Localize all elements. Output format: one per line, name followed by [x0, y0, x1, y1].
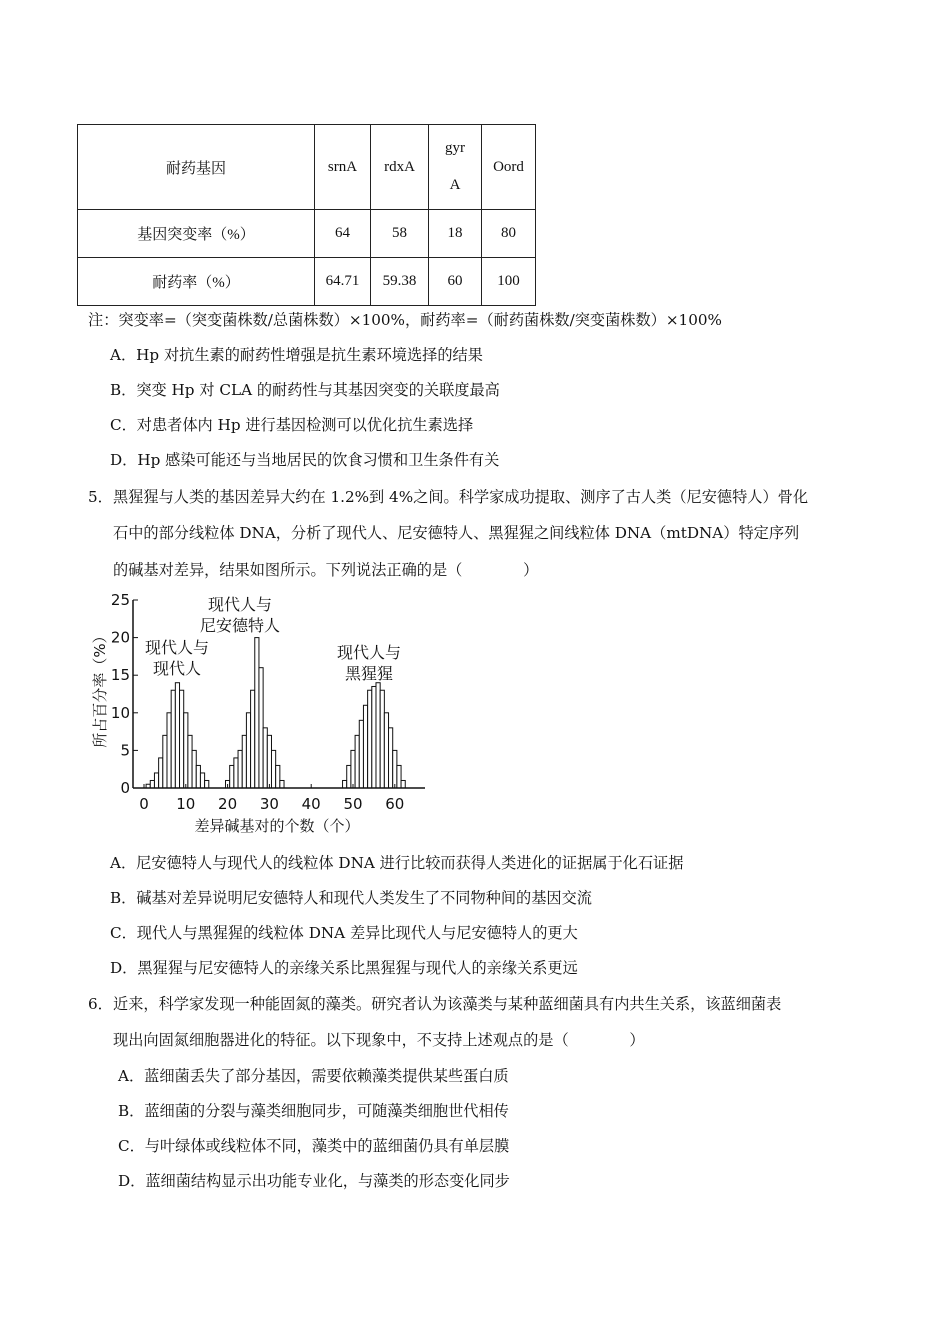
header-gene: 耐药基因: [78, 125, 315, 210]
table-note: 注：突变率=（突变菌株数/总菌株数）×100%，耐药率=（耐药菌株数/突变菌株数）×100%: [88, 311, 722, 329]
table-cell: 64.71: [315, 258, 371, 306]
row-label-resistance: 耐药率（%）: [78, 258, 315, 306]
q5-option-a: A．尼安德特人与现代人的线粒体 DNA 进行比较而获得人类进化的证据属于化石证据: [110, 854, 684, 872]
bar-series-2-x-56: [376, 683, 380, 788]
bar-series-2-x-50: [351, 750, 355, 788]
q5-stem-line-1: 黑猩猩与人类的基因差异大约在 1.2%到 4%之间。科学家成功提取、测序了古人类（尼安德特人）骨化: [113, 488, 809, 506]
q4-option-d: D．Hp 感染可能还与当地居民的饮食习惯和卫生条件有关: [110, 451, 500, 469]
bar-series-1-x-31: [271, 750, 275, 788]
header-gyra-part1: gyr: [445, 140, 465, 156]
q5-stem-line-3: 的碱基对差异，结果如图所示。下列说法正确的是（ ）: [113, 561, 539, 579]
header-rdxa: rdxA: [371, 125, 429, 210]
x-tick-label: 40: [301, 795, 321, 813]
q4-option-a: A．Hp 对抗生素的耐药性增强是抗生素环境选择的结果: [110, 346, 483, 364]
mtdna-difference-chart: [85, 588, 445, 838]
q6-option-c: C．与叶绿体或线粒体不同，藻类中的蓝细菌仍具有单层膜: [118, 1137, 510, 1155]
series-label-1: 现代人与尼安德特人: [199, 595, 281, 635]
header-gyra: [429, 125, 482, 210]
bar-series-1-x-26: [251, 690, 255, 788]
bar-series-0-x-14: [200, 773, 204, 788]
bar-series-2-x-54: [368, 690, 372, 788]
y-tick-label: 15: [110, 666, 130, 685]
bar-series-1-x-22: [234, 758, 238, 788]
q6-option-b: B．蓝细菌的分裂与藻类细胞同步，可随藻类细胞世代相传: [118, 1102, 509, 1120]
bar-series-2-x-49: [347, 765, 351, 788]
x-tick-label: 50: [343, 795, 363, 813]
y-tick-label: 5: [120, 741, 130, 760]
bar-series-0-x-9: [180, 690, 184, 788]
series-label-2: 现代人与黑猩猩: [336, 643, 402, 683]
bar-series-0-x-7: [171, 690, 175, 788]
table-cell: 64: [315, 210, 371, 258]
table-cell: 80: [482, 210, 536, 258]
bar-series-2-x-57: [380, 690, 384, 788]
bar-series-1-x-28: [259, 668, 263, 788]
q5-option-b: B．碱基对差异说明尼安德特人和现代人类发生了不同物种间的基因交流: [110, 889, 592, 907]
y-tick-label: 25: [110, 591, 130, 609]
bar-series-2-x-62: [401, 780, 405, 788]
q6-stem-line-2: 现出向固氮细胞器进化的特征。以下现象中，不支持上述观点的是（ ）: [113, 1031, 645, 1049]
bar-series-1-x-33: [280, 780, 284, 788]
series-label-0: 现代人与现代人: [144, 638, 210, 678]
gene-table: [77, 124, 536, 306]
bar-series-0-x-10: [184, 713, 188, 788]
table-cell: 59.38: [371, 258, 429, 306]
bar-series-0-x-13: [196, 765, 200, 788]
bar-series-0-x-11: [188, 735, 192, 788]
bar-series-1-x-30: [267, 735, 271, 788]
bar-series-1-x-23: [238, 750, 242, 788]
y-axis-label: 所占百分率（%）: [91, 628, 109, 748]
bar-series-1-x-29: [263, 728, 267, 788]
bar-series-0-x-5: [163, 735, 167, 788]
x-tick-label: 30: [259, 795, 279, 813]
bar-series-1-x-21: [230, 765, 234, 788]
bar-series-2-x-51: [355, 735, 359, 788]
header-gyra-part2: A: [449, 177, 461, 193]
q6-stem-line-1: 近来，科学家发现一种能固氮的藻类。研究者认为该藻类与某种蓝细菌具有内共生关系，该蓝细菌表: [113, 995, 782, 1013]
bar-series-2-x-59: [389, 728, 393, 788]
q6-option-a: A．蓝细菌丢失了部分基因，需要依赖藻类提供某些蛋白质: [118, 1067, 509, 1085]
bar-series-2-x-55: [372, 686, 376, 788]
table-cell: 100: [482, 258, 536, 306]
q4-option-b: B．突变 Hp 对 CLA 的耐药性与其基因突变的关联度最高: [110, 381, 500, 399]
x-tick-label: 60: [385, 795, 405, 813]
bar-series-2-x-53: [363, 705, 367, 788]
bar-series-0-x-6: [167, 713, 171, 788]
x-tick-label: 20: [218, 795, 238, 813]
table-cell: 60: [429, 258, 482, 306]
x-tick-label: 10: [176, 795, 196, 813]
table-cell: 18: [429, 210, 482, 258]
bar-series-0-x-3: [154, 773, 158, 788]
y-tick-label: 0: [120, 779, 130, 797]
q5-option-c: C．现代人与黑猩猩的线粒体 DNA 差异比现代人与尼安德特人的更大: [110, 924, 578, 942]
q6-option-d: D．蓝细菌结构显示出功能专业化，与藻类的形态变化同步: [118, 1172, 510, 1190]
bar-series-0-x-8: [175, 683, 179, 788]
x-tick-label: 0: [139, 795, 149, 813]
q6-number: 6．: [88, 995, 113, 1013]
q5-option-d: D．黑猩猩与尼安德特人的亲缘关系比黑猩猩与现代人的亲缘关系更远: [110, 959, 578, 977]
q4-option-c: C．对患者体内 Hp 进行基因检测可以优化抗生素选择: [110, 416, 474, 434]
bar-series-2-x-61: [397, 765, 401, 788]
bar-series-0-x-15: [205, 780, 209, 788]
bar-series-1-x-25: [246, 713, 250, 788]
header-oord: Oord: [482, 125, 536, 210]
bar-series-2-x-58: [384, 713, 388, 788]
row-label-mutation: 基因突变率（%）: [78, 210, 315, 258]
bar-series-1-x-32: [276, 765, 280, 788]
header-srna: srnA: [315, 125, 371, 210]
y-tick-label: 10: [110, 703, 130, 722]
bar-series-1-x-24: [242, 735, 246, 788]
bar-series-2-x-52: [359, 720, 363, 788]
bar-series-2-x-60: [393, 750, 397, 788]
bar-series-0-x-2: [150, 780, 154, 788]
bar-series-1-x-27: [255, 638, 259, 788]
x-axis-label: 差异碱基对的个数（个）: [194, 817, 360, 835]
bar-series-0-x-12: [192, 750, 196, 788]
y-tick-label: 20: [110, 628, 130, 647]
bar-series-0-x-4: [159, 758, 163, 788]
table-cell: 58: [371, 210, 429, 258]
q5-stem-line-2: 石中的部分线粒体 DNA，分析了现代人、尼安德特人、黑猩猩之间线粒体 DNA（mtDNA）特定序列: [113, 524, 800, 542]
bar-series-2-x-48: [343, 780, 347, 788]
q5-number: 5．: [88, 488, 113, 506]
